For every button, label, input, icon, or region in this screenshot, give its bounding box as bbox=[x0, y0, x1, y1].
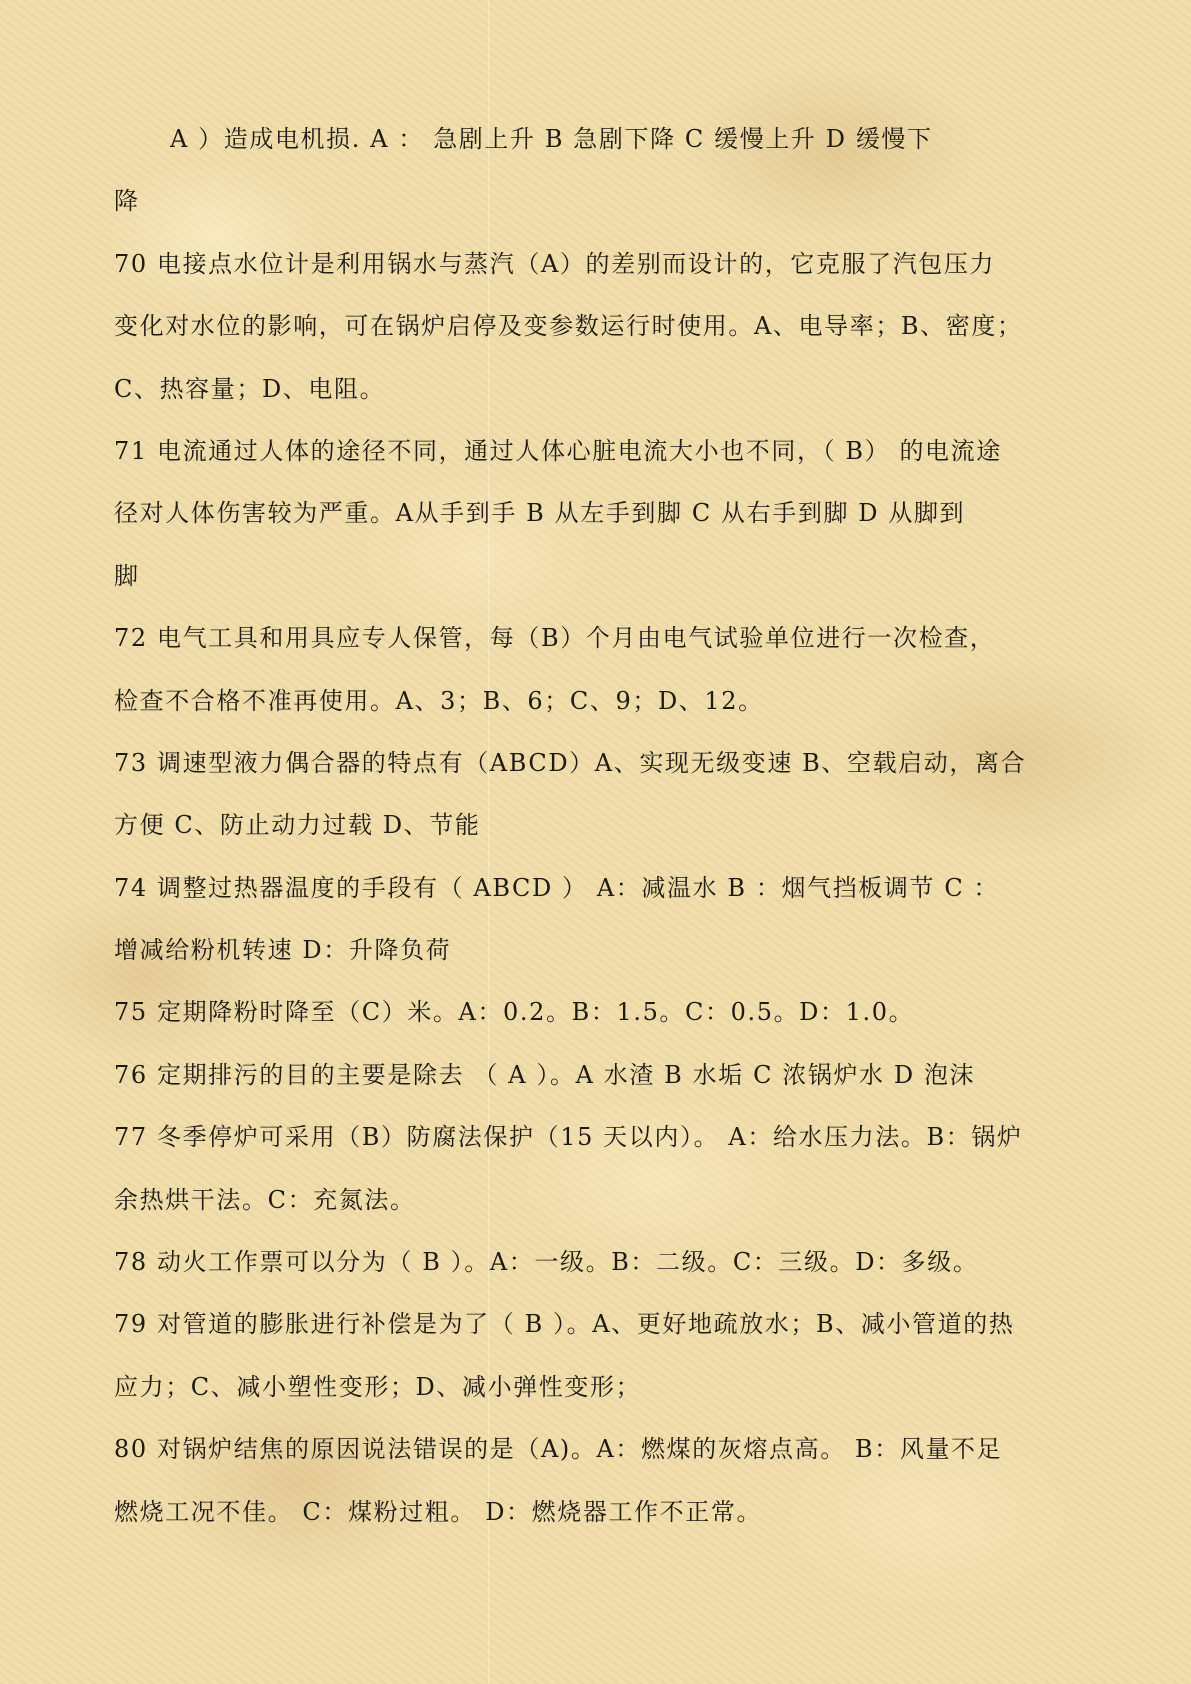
text-line: C、热容量；D、电阻。 bbox=[114, 374, 386, 403]
text-line: 余热烘干法。C：充氮法。 bbox=[114, 1185, 416, 1214]
question-74: 74 调整过热器温度的手段有（ ABCD ） A：减温水 B ：烟气挡板调节 C ： bbox=[114, 873, 1000, 902]
question-73: 73 调速型液力偶合器的特点有（ABCD）A、实现无级变速 B、空载启动，离合 bbox=[114, 748, 1027, 777]
question-77: 77 冬季停炉可采用（B）防腐法保护（15 天以内）。 A：给水压力法。B：锅炉 bbox=[114, 1123, 1023, 1152]
text-line: 增减给粉机转速 D：升降负荷 bbox=[114, 936, 452, 965]
text-line: 方便 C、防止动力过载 D、节能 bbox=[114, 811, 481, 840]
text-line: 变化对水位的影响，可在锅炉启停及变参数运行时使用。A、电导率；B、密度； bbox=[114, 312, 1023, 341]
text-line: 脚 bbox=[114, 561, 140, 590]
text-line: 应力；C、减小塑性变形；D、减小弹性变形； bbox=[114, 1372, 642, 1401]
question-76: 76 定期排污的目的主要是除去 （ A ）。A 水渣 B 水垢 C 浓锅炉水 D 泡沫 bbox=[114, 1060, 976, 1089]
question-80: 80 对锅炉结焦的原因说法错误的是（A)。A：燃煤的灰熔点高。 B：风量不足 bbox=[114, 1435, 1003, 1464]
question-72: 72 电气工具和用具应专人保管，每（B）个月由电气试验单位进行一次检查， bbox=[114, 624, 996, 653]
question-79: 79 对管道的膨胀进行补偿是为了（ B ）。A、更好地疏放水；B、减小管道的热 bbox=[114, 1310, 1015, 1339]
document-body bbox=[114, 108, 1080, 1543]
question-71: 71 电流通过人体的途径不同，通过人体心脏电流大小也不同，（ B） 的电流途 bbox=[114, 436, 1002, 465]
text-line: 检查不合格不准再使用。A、3；B、6；C、9；D、12。 bbox=[114, 686, 764, 715]
question-75: 75 定期降粉时降至（C）米。A：0.2。B：1.5。C：0.5。D：1.0。 bbox=[114, 998, 915, 1027]
question-70: 70 电接点水位计是利用锅水与蒸汽（A）的差别而设计的，它克服了汽包压力 bbox=[114, 249, 996, 278]
text-line: 燃烧工况不佳。 C：煤粉过粗。 D：燃烧器工作不正常。 bbox=[114, 1497, 763, 1526]
question-78: 78 动火工作票可以分为（ B ）。A：一级。B：二级。C：三级。D：多级。 bbox=[114, 1248, 979, 1277]
text-line: 径对人体伤害较为严重。A从手到手 B 从左手到脚 C 从右手到脚 D 从脚到 bbox=[114, 499, 966, 528]
text-line: 降 bbox=[114, 187, 140, 216]
text-line: A ）造成电机损. A ： 急剧上升 B 急剧下降 C 缓慢上升 D 缓慢下 bbox=[170, 125, 933, 153]
